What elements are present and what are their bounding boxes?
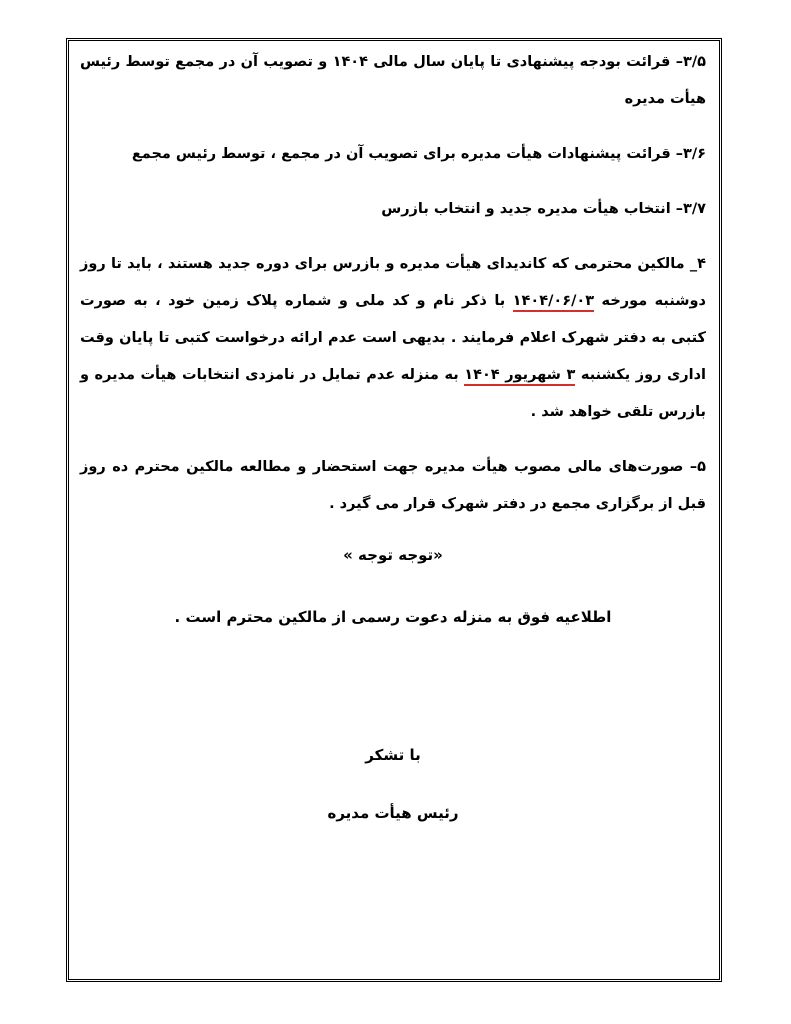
item-5: ۵– صورت‌های مالی مصوب هیأت مدیره جهت استحضار و مطالعه مالکین محترم ده روز قبل از برگزاری مجمع در دفتر شهرک قرار می گیرد . bbox=[80, 459, 706, 512]
item-4-date: ۱۴۰۴/۰۶/۰۳ bbox=[513, 293, 594, 312]
item-3-5: ۳/۵– قرائت بودجه پیشنهادی تا پایان سال مالی ۱۴۰۴ و تصویب آن در مجمع توسط رئیس هیأت مدیره bbox=[80, 54, 706, 107]
document-body bbox=[80, 44, 706, 523]
item-4-text-2: با ذکر نام و کد ملی و شماره پلاک زمین خود ، به صورت کتبی به دفتر شهرک اعلام فرمایند . بدیهی است عدم ارائه درخواست کتبی تا پایان وقت اداری روز یکشنبه bbox=[80, 293, 706, 383]
item-4 bbox=[80, 246, 706, 431]
official-notice: اطلاعیه فوق به منزله دعوت رسمی از مالکین محترم است . bbox=[174, 608, 612, 626]
item-4-text-1: ۴_ مالکین محترمی که کاندیدای هیأت مدیره و بازرس برای دوره جدید هستند ، باید تا روز دوشنبه مورخه bbox=[80, 256, 706, 309]
item-3-6: ۳/۶– قرائت پیشنهادات هیأت مدیره برای تصویب آن در مجمع ، توسط رئیس مجمع bbox=[131, 146, 706, 162]
signature-title: رئیس هیأت مدیره bbox=[327, 804, 459, 822]
item-3-7: ۳/۷– انتخاب هیأت مدیره جدید و انتخاب بازرس bbox=[381, 201, 706, 217]
item-4-deadline: ۳ شهریور ۱۴۰۴ bbox=[464, 367, 575, 386]
attention-note: «توجه توجه » bbox=[343, 546, 443, 564]
item-4-text-3: به منزله عدم تمایل در نامزدی انتخابات هیأت مدیره و بازرس تلقی خواهد شد . bbox=[80, 367, 706, 420]
thanks-line: با تشکر bbox=[365, 746, 421, 764]
